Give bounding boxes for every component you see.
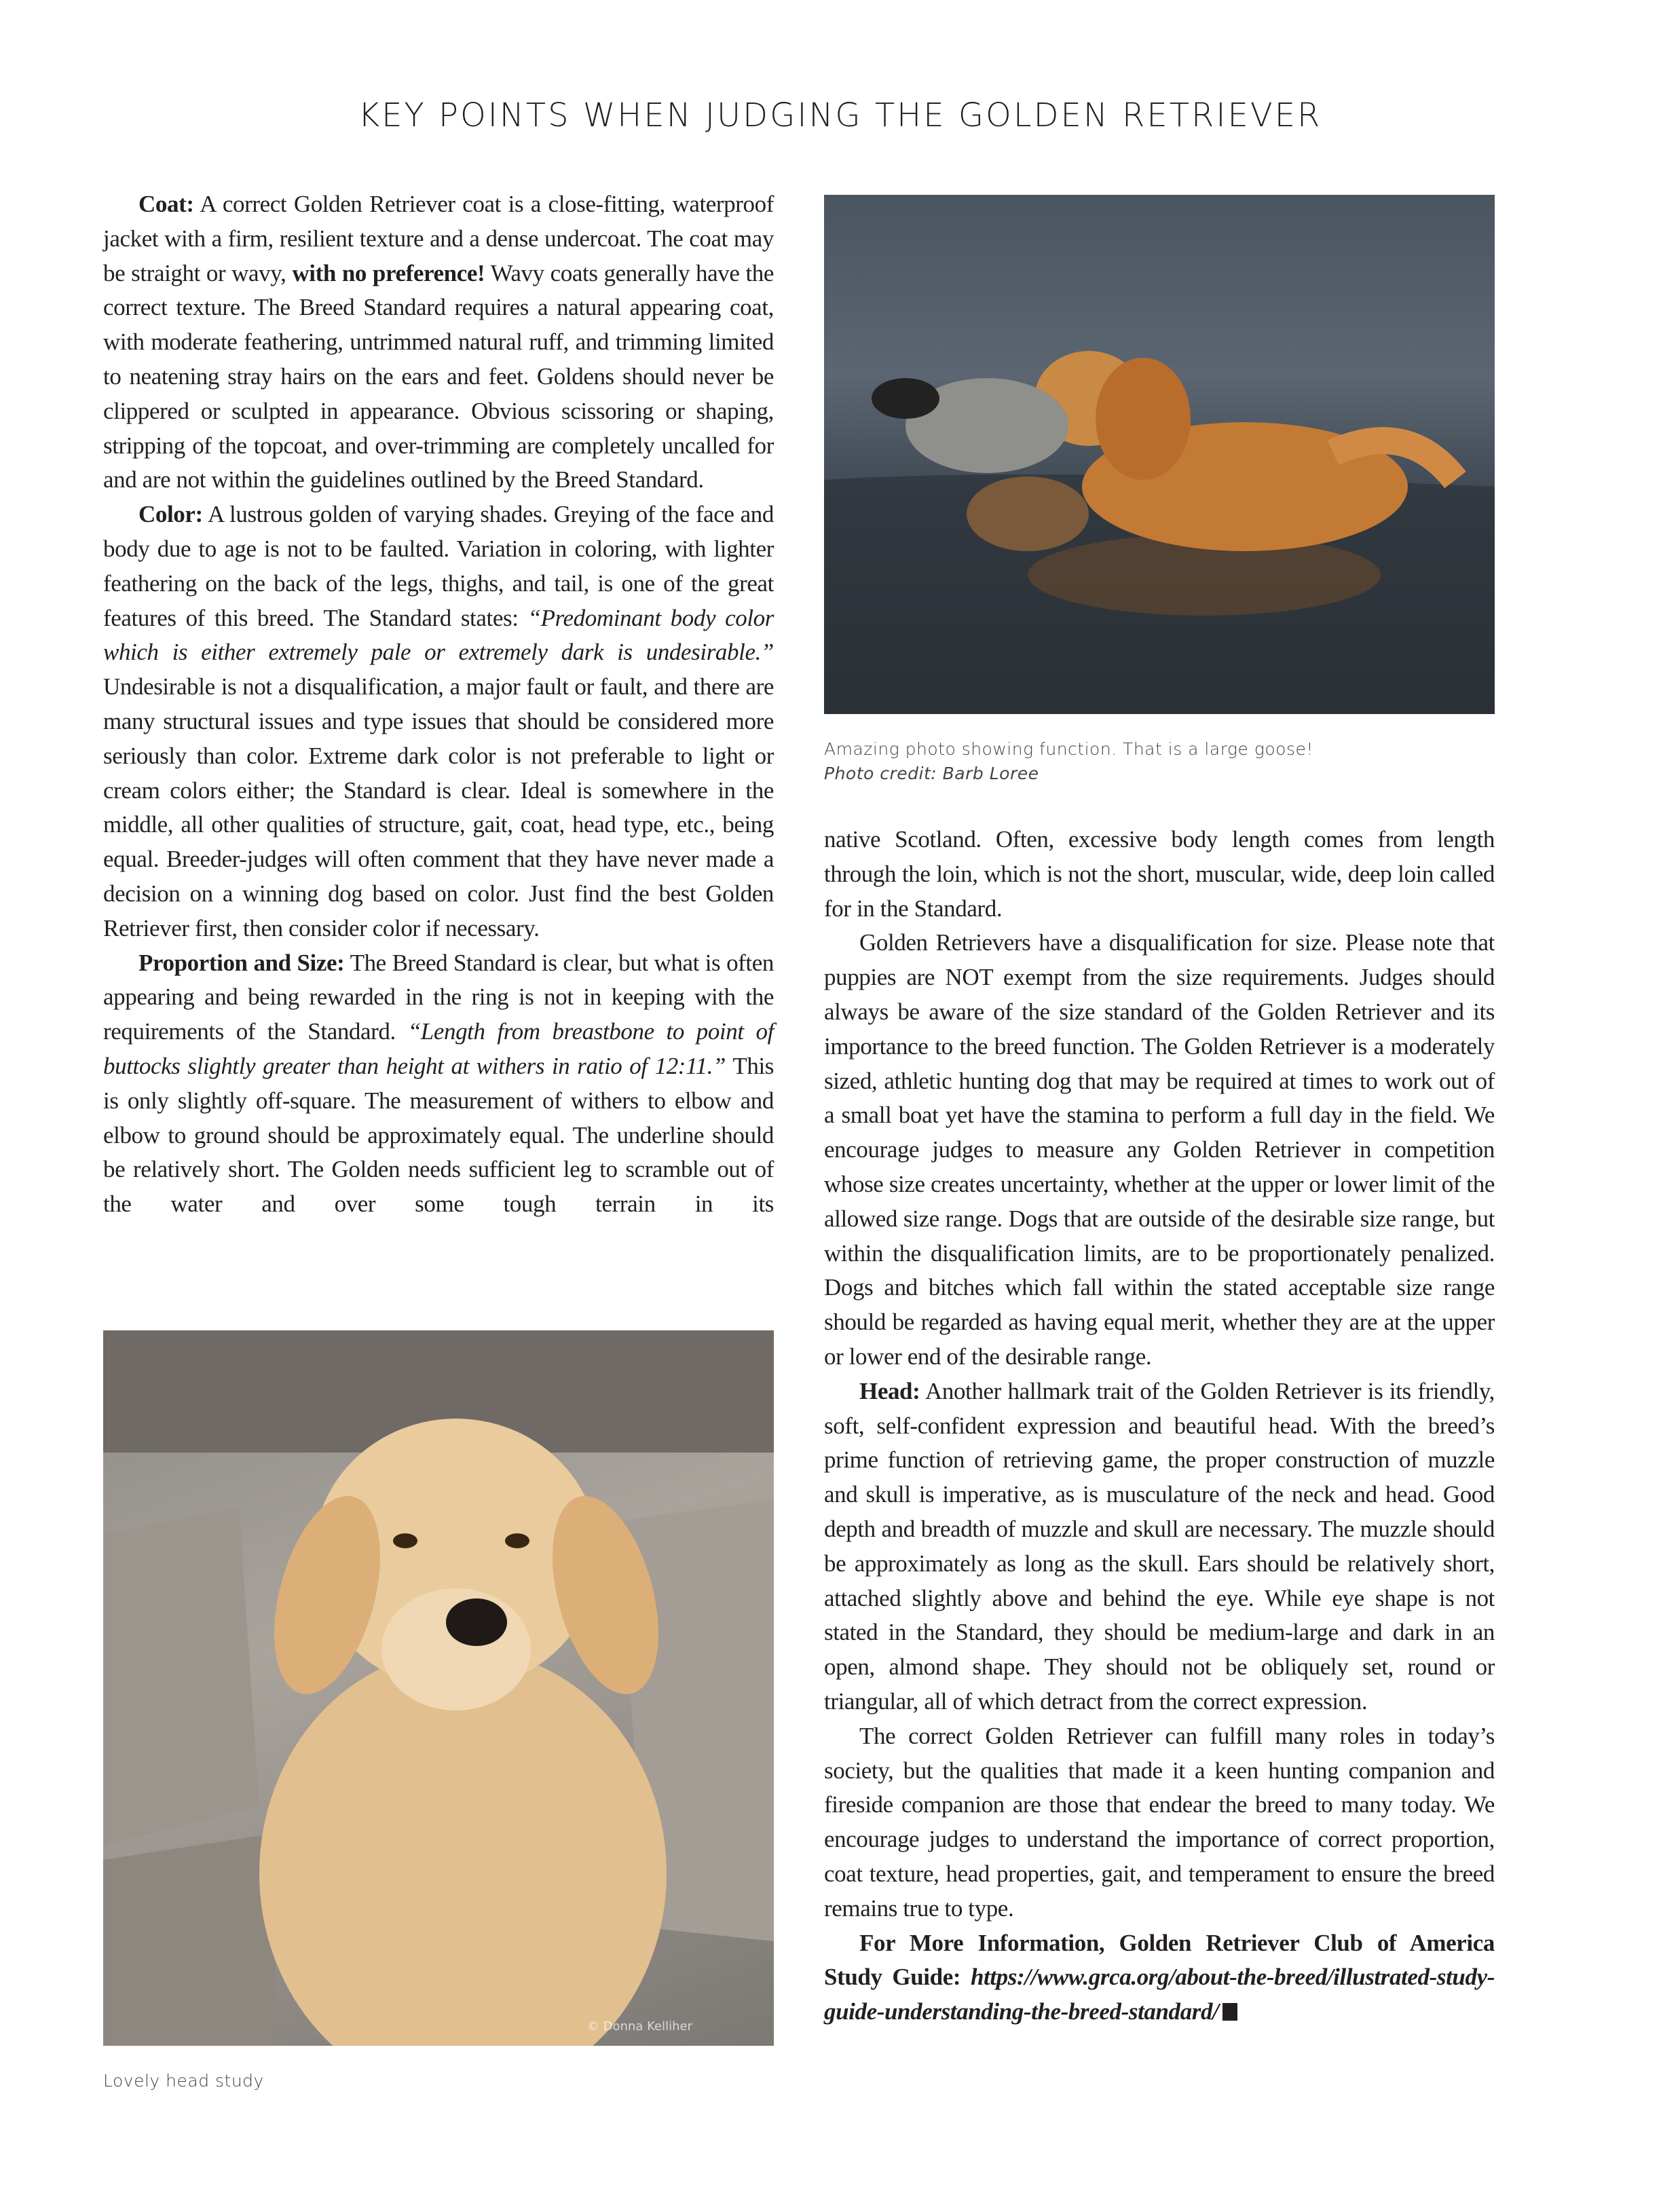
proportion-paragraph	[103, 946, 774, 1222]
right-column	[824, 823, 1495, 2029]
study-guide-link[interactable]: https://www.grca.org/about-the-breed/illustrated-study-guide-understanding-the-breed-standard/	[824, 1964, 1495, 2025]
photo-credit: Photo credit: Barb Loree	[824, 764, 1039, 783]
color-quote: “Predominant body color which is either extremely pale or extremely dark is undesirable.”	[103, 604, 774, 666]
left-column	[103, 187, 774, 1222]
coat-heading: Coat:	[138, 191, 194, 217]
caption-text: Amazing photo showing function. That is a large goose!	[824, 739, 1313, 759]
closing-paragraph: The correct Golden Retriever can fulfill many roles in today’s society, but the qualities that made it a keen hunting companion and fireside companion are those that endear the breed to many today. We encourage judges to understand the importance of correct proportion, coat texture, head properties, gait, and temperament to ensure the breed remains true to type.	[824, 1722, 1495, 1922]
proportion-heading: Proportion and Size:	[138, 949, 345, 976]
more-info-label: For More Information, Golden Retriever Club of America Study Guide:	[824, 1929, 1495, 1991]
proportion-text: The Breed Standard is clear, but what is often appearing and being rewarded in the ring is not in keeping with the requirements of the Standard.	[103, 949, 774, 1045]
color-paragraph	[103, 498, 774, 946]
proportion-continued: native Scotland. Often, excessive body length comes from length through the loin, which is not the short, muscular, wide, deep loin called for in the Standard.	[824, 826, 1495, 922]
photo-watermark: © Donna Kelliher	[586, 2019, 692, 2034]
head-heading: Head:	[859, 1377, 920, 1404]
page-title: KEY POINTS WHEN JUDGING THE GOLDEN RETRIEVER	[358, 96, 1322, 134]
goose-photo-caption	[824, 737, 1313, 786]
coat-text-2: Wavy coats generally have the correct texture. The Breed Standard requires a natural appearing coat, with moderate feathering, untrimmed natural ruff, and trimming limited to neatening stray hairs on the ears and feet. Goldens should never be clippered or sculpted in appearance. Obvious scissoring or shaping, stripping of the topcoat, and over-trimming are completely uncalled for and are not within the guidelines outlined by the Breed Standard.	[103, 259, 774, 493]
coat-emphasis: with no preference!	[292, 259, 485, 286]
color-text-2: Undesirable is not a disqualification, a major fault or fault, and there are many structural issues and type issues that should be considered more seriously than color. Extreme dark color is not preferable to light or cream colors either; the Standard is clear. Ideal is somewhere in the middle, all other qualities of structure, gait, coat, head type, etc., being equal. Breeder-judges will often comment that they have never made a decision on a winning dog based on color. Just find the best Golden Retriever first, then consider color if necessary.	[103, 673, 774, 941]
more-info-paragraph	[824, 1926, 1495, 2029]
end-mark-icon	[1222, 2003, 1237, 2021]
head-study-photo	[103, 1330, 774, 2046]
proportion-text-2: This is only slightly off-square. The measurement of withers to elbow and elbow to ground should be approximately equal. The underline should be relatively short. The Golden needs sufficient leg to scramble out of the water and over some tough terrain in its	[103, 1052, 774, 1218]
goose-retrieve-photo	[824, 195, 1495, 714]
coat-text: A correct Golden Retriever coat is a close-fitting, waterproof jacket with a firm, resilient texture and a dense undercoat. The coat may be straight or wavy,	[103, 191, 774, 286]
golden-retriever-portrait-image	[103, 1330, 774, 2046]
coat-paragraph	[103, 187, 774, 498]
proportion-quote: “Length from breastbone to point of buttocks slightly greater than height at withers in ratio of 12:11.”	[103, 1018, 774, 1079]
head-paragraph	[824, 1374, 1495, 1719]
size-paragraph: Golden Retrievers have a disqualification for size. Please note that puppies are NOT exempt from the size requirements. Judges should always be aware of the size standard of the Golden Retriever and its importance to the breed function. The Golden Retriever is a moderately sized, athletic hunting dog that may be required at times to work out of a small boat yet have the stamina to perform a full day in the field. We encourage judges to measure any Golden Retriever in competition whose size creates uncertainty, whether at the upper or lower limit of the allowed size range. Dogs that are outside of the desirable size range, but within the disqualification limits, are to be proportionately penalized. Dogs and bitches which fall within the stated acceptable size range should be regarded as having equal merit, whether they are at the upper or lower end of the desirable range.	[824, 929, 1495, 1370]
color-heading: Color:	[138, 501, 203, 528]
head-study-caption: Lovely head study	[103, 2071, 264, 2091]
dog-with-goose-image	[824, 195, 1495, 714]
head-text: Another hallmark trait of the Golden Retriever is its friendly, soft, self-confident expression and beautiful head. With the breed’s prime function of retrieving game, the proper construction of muzzle and skull is imperative, as is musculature of the neck and head. Good depth and breadth of muzzle and skull are necessary. The muzzle should be approximately as long as the skull. Ears should be relatively short, attached slightly above and behind the eye. While eye shape is not stated in the Standard, they should be medium-large and dark in an open, almond shape. They should not be obliquely set, round or triangular, all of which detract from the correct expression.	[824, 1377, 1495, 1715]
color-text: A lustrous golden of varying shades. Greying of the face and body due to age is not to be faulted. Variation in coloring, with lighter feathering on the back of the legs, thighs, and tail, is one of the great features of this breed. The Standard states:	[103, 501, 774, 631]
